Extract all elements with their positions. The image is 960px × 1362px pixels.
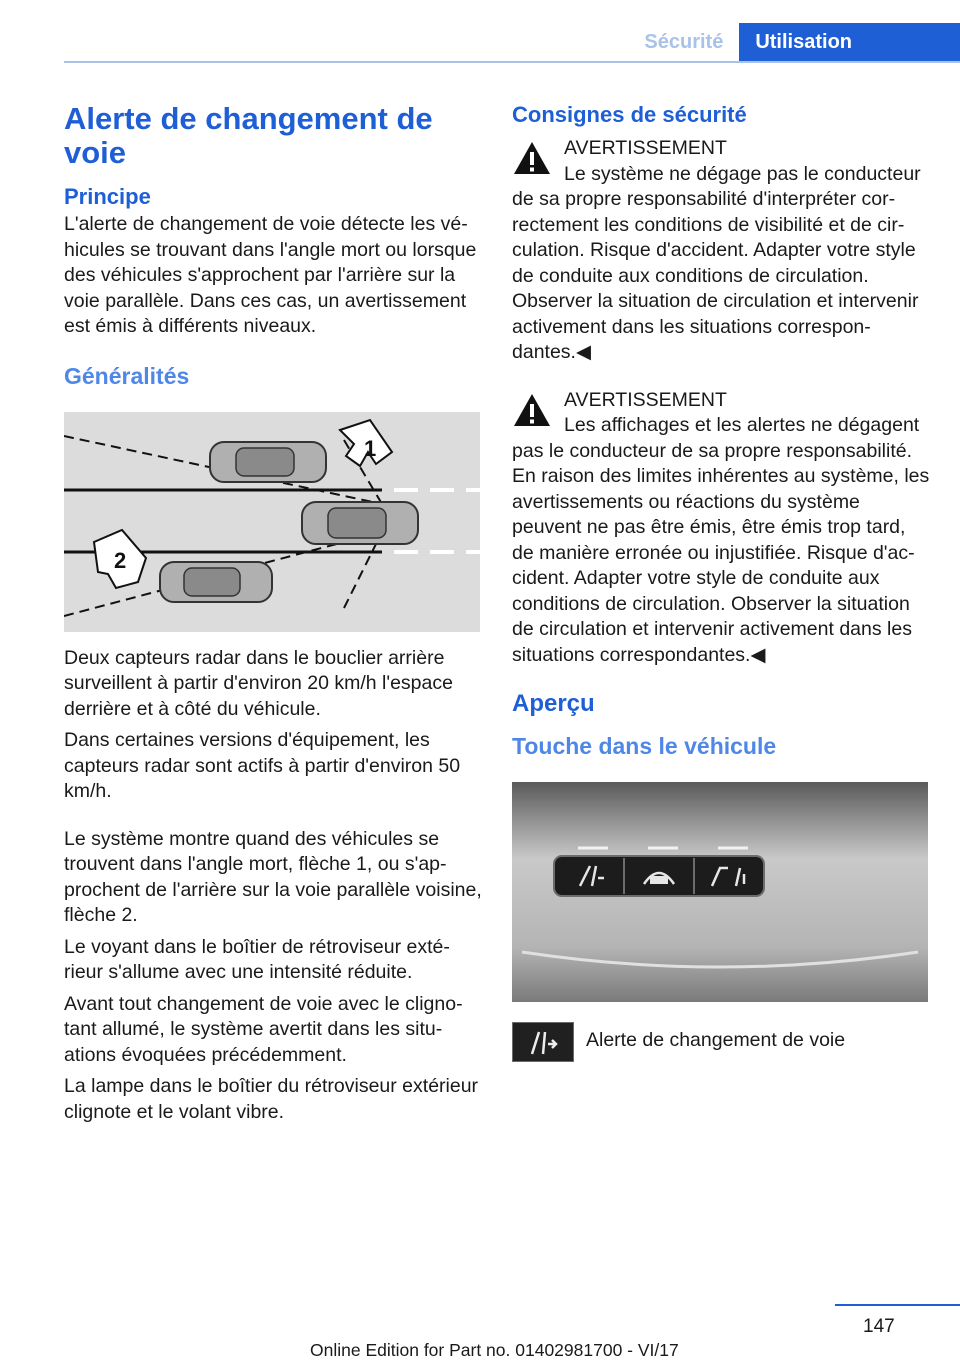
tab-section[interactable]: Sécurité	[644, 30, 724, 53]
paragraph: Dans certaines versions d'équipement, les capteurs radar sont actifs à partir d'environ 50 km/h.	[64, 729, 461, 802]
tab-chapter[interactable]: Utilisation	[739, 23, 960, 61]
page-number: 147	[863, 1316, 895, 1337]
warning-title: AVERTISSEMENT	[564, 388, 727, 411]
arrow-1-label: 1	[364, 435, 377, 461]
car-approaching	[160, 562, 272, 602]
button-panel-illustration	[512, 782, 928, 1002]
footer-divider	[835, 1304, 960, 1306]
safety-heading: Consignes de sécurité	[512, 102, 747, 127]
warning-text: de sa propre responsabilité d'interpréter correctement les conditions de visibilité et de circulation. Risque d'accident. Adapter votre style de conduite aux conditions de circulation. Observer la situation de circulation et intervenir activement dans les situations correspondantes.◀	[512, 188, 919, 363]
overview-heading: Aperçu	[512, 690, 595, 717]
legend-text: Alerte de changement de voie	[586, 1029, 846, 1051]
warning-first-line: Le système ne dégage pas le conducteur	[564, 162, 921, 185]
legend-row	[512, 1022, 930, 1062]
general-heading: Généralités	[64, 362, 190, 389]
warning-block	[512, 388, 930, 669]
paragraph: Le système montre quand des véhicules se trouvent dans l'angle mort, flèche 1, ou s'approchent de l'arrière sur la voie parallèle voisine, flèche 2.	[64, 827, 482, 926]
warning-title: AVERTISSEMENT	[564, 137, 727, 159]
right-column	[512, 102, 930, 1062]
edition-footer: Online Edition for Part no. 01402981700 - VI/17	[310, 1340, 679, 1360]
button-heading: Touche dans le véhicule	[512, 733, 777, 759]
paragraph: Deux capteurs radar dans le bouclier arrière surveillent à partir d'environ 20 km/h l'espace derrière et à côté du véhicule.	[64, 646, 453, 720]
warning-triangle-icon	[512, 138, 552, 178]
header-tabs	[628, 23, 960, 61]
principle-heading: Principe	[64, 184, 151, 209]
lane-change-diagram	[64, 412, 480, 632]
page-title: Alerte de changement de voie	[64, 101, 433, 170]
lane-diagram-illustration	[64, 412, 480, 632]
warning-triangle-icon	[512, 390, 552, 430]
car-blindspot	[210, 442, 326, 482]
left-column	[64, 102, 482, 1131]
button-panel-photo	[512, 782, 928, 1002]
paragraph: Le voyant dans le boîtier de rétroviseur extérieur s'allume avec une intensité réduite.	[64, 935, 450, 983]
paragraph: Avant tout changement de voie avec le clignotant allumé, le système avertit dans les situations évoquées précédemment.	[64, 992, 463, 1066]
lane-change-warning-icon	[512, 1022, 574, 1062]
warning-block	[512, 136, 930, 366]
arrow-2-label: 2	[114, 547, 127, 573]
header-divider	[64, 61, 960, 63]
warning-first-line: Les affichages et les alertes ne dégagent	[564, 414, 920, 436]
car-own	[302, 502, 418, 544]
principle-text: L'alerte de changement de voie détecte les véhicules se trouvant dans l'angle mort ou lorsque des véhicules s'approchent par l'arrière sur la voie parallèle. Dans ces cas, un avertissement est émis à différents niveaux.	[64, 213, 477, 337]
paragraph: La lampe dans le boîtier du rétroviseur extérieur clignote et le volant vibre.	[64, 1075, 479, 1123]
warning-text: pas le conducteur de sa propre responsabilité. En raison des limites inhérentes au système, les avertissements ou réactions du système peuvent ne pas être émis, être émis trop tard, de manière erronée ou injustifiée. Risque d'accident. Adapter votre style de conduite aux conditions de circulation. Observer la situation de circulation et intervenir activement dans les situations correspondantes.◀	[512, 439, 930, 666]
